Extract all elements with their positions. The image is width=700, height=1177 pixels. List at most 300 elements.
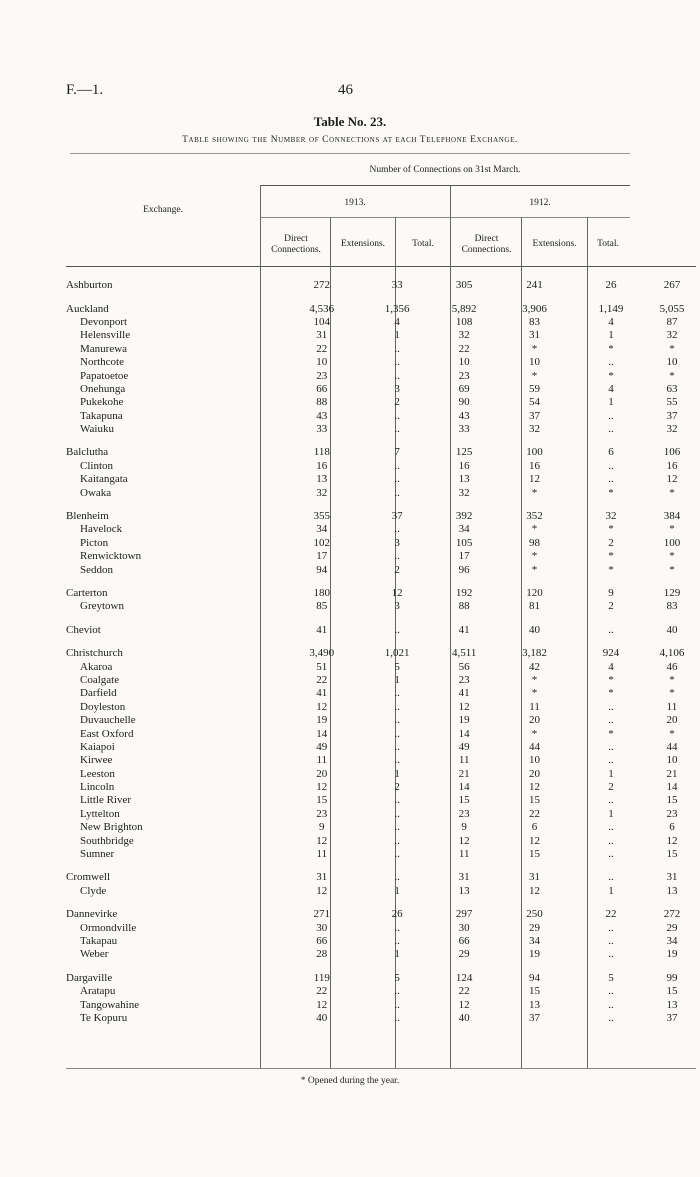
total-1912-cell: 10 (666, 356, 678, 369)
header-total-1913: Total. (412, 239, 434, 249)
direct-1913-cell: 12 (316, 884, 328, 897)
table-row (66, 446, 696, 459)
extensions-1912-cell: 4 (608, 382, 614, 395)
exchange-name: Southbridge (80, 834, 134, 847)
direct-1913-cell: 104 (313, 315, 331, 328)
exchange-name-cell (66, 563, 283, 576)
total-1913-cell: 11 (458, 848, 470, 861)
exchange-name: Little River (80, 794, 132, 807)
direct-1913-cell: 12 (316, 781, 328, 794)
exchange-name-cell (66, 369, 283, 382)
exchange-name: Coalgate (80, 673, 120, 686)
exchange-name: New Brighton (80, 821, 143, 834)
total-1913-cell: 23 (458, 807, 470, 820)
extensions-1912-cell: 924 (602, 647, 620, 660)
total-1913-cell: 305 (455, 279, 473, 292)
table-row (66, 921, 696, 934)
header-connections-group: Number of Connections on 31st March. (369, 165, 521, 175)
exchange-name: Helensville (80, 329, 131, 342)
extensions-1913-cell: 2 (394, 781, 400, 794)
total-1913-cell: 392 (455, 510, 473, 523)
direct-1913-cell: 41 (316, 687, 328, 700)
total-1913-cell: 31 (458, 871, 470, 884)
direct-1912-cell: 94 (529, 971, 541, 984)
extensions-1912-cell: 1 (608, 767, 614, 780)
extensions-1912-cell: 9 (608, 587, 614, 599)
table-row (66, 523, 696, 536)
direct-1913-cell: 271 (313, 908, 331, 921)
table-row (66, 383, 696, 396)
rule-column-header (66, 266, 696, 267)
rule-group-header (260, 185, 630, 186)
extensions-1912-cell: .. (608, 934, 614, 947)
exchange-name-cell (66, 848, 283, 861)
total-1912-cell: 100 (663, 536, 681, 549)
extensions-1913-cell: 2 (394, 563, 400, 576)
extensions-1912-cell: .. (608, 921, 614, 934)
extensions-1913-cell: 5 (394, 971, 400, 984)
spacer-row (66, 861, 696, 871)
extensions-1913-cell: 3 (394, 600, 400, 613)
exchange-name-cell (66, 768, 283, 781)
exchange-name: Sumner (80, 848, 115, 861)
extensions-1912-cell: 1 (608, 884, 614, 897)
extensions-1912-cell: .. (608, 848, 614, 861)
direct-1912-cell: 10 (529, 356, 541, 369)
total-1913-cell: 49 (458, 740, 470, 753)
exchange-name: Kaiapoi (80, 740, 115, 753)
direct-1912-cell: 120 (526, 587, 543, 599)
total-1912-cell: 32 (666, 423, 678, 436)
exchange-name-cell (66, 754, 283, 767)
exchange-name-cell (66, 727, 283, 740)
extensions-1913-cell: .. (394, 473, 400, 486)
table-row (66, 647, 696, 660)
exchange-name: Manurewa (80, 342, 128, 355)
direct-1913-cell: 17 (316, 550, 328, 563)
total-1912-cell: 5,055 (659, 302, 685, 315)
total-1912-cell: 10 (666, 754, 678, 767)
direct-1913-cell: 102 (313, 536, 331, 549)
exchange-name-cell (66, 383, 283, 396)
spacer-row (66, 292, 696, 302)
exchange-name-cell (66, 329, 283, 342)
exchange-name-cell (66, 794, 283, 807)
direct-1912-cell: 15 (529, 985, 541, 998)
table-body (66, 279, 696, 1025)
direct-1913-cell: 88 (316, 396, 328, 409)
extensions-1912-cell: 1,149 (598, 302, 624, 315)
extensions-1913-cell: 1 (394, 948, 400, 961)
extensions-1913-cell: .. (394, 423, 400, 436)
header-direct-1913: Direct Connections. (271, 234, 321, 255)
extensions-1912-cell: * (608, 486, 614, 499)
total-1913-cell: 23 (458, 369, 470, 382)
direct-1913-cell: 31 (316, 329, 328, 342)
direct-1912-cell: 15 (529, 794, 541, 807)
total-1912-cell: 20 (666, 714, 678, 727)
direct-1913-cell: 31 (316, 871, 328, 884)
extensions-1913-cell: 12 (391, 587, 403, 599)
table-row (66, 410, 696, 423)
exchange-name-cell (66, 821, 283, 834)
header-year-1913: 1913. (344, 198, 366, 208)
exchange-name: Greytown (80, 600, 124, 613)
direct-1912-cell: 20 (529, 767, 541, 780)
direct-1912-cell: 98 (529, 536, 541, 549)
direct-1913-cell: 23 (316, 807, 328, 820)
extensions-1913-cell: .. (394, 523, 400, 536)
exchange-name: Leeston (80, 767, 115, 780)
exchange-name: Doyleston (80, 700, 126, 713)
exchange-name-cell (66, 885, 283, 898)
direct-1912-cell: 13 (529, 998, 541, 1011)
table-row (66, 885, 696, 898)
direct-1912-cell: 59 (529, 382, 541, 395)
table-row (66, 329, 696, 342)
total-1913-cell: 105 (455, 536, 473, 549)
extensions-1913-cell: .. (394, 687, 400, 700)
table-row (66, 460, 696, 473)
exchange-name-cell (66, 410, 283, 423)
direct-1912-cell: 10 (529, 754, 541, 767)
exchange-name: Lincoln (80, 781, 115, 794)
exchange-name: Balclutha (66, 446, 109, 459)
direct-1913-cell: 32 (316, 486, 328, 499)
extensions-1912-cell: 22 (605, 908, 617, 921)
exchange-name-cell (66, 972, 283, 985)
total-1913-cell: 4,511 (452, 647, 477, 660)
total-1913-cell: 19 (458, 714, 470, 727)
extensions-1912-cell: .. (608, 356, 614, 369)
direct-1913-cell: 22 (316, 673, 328, 686)
total-1912-cell: 6 (669, 821, 675, 834)
table-row (66, 848, 696, 861)
total-1913-cell: 13 (458, 473, 470, 486)
extensions-1912-cell: 1 (608, 807, 614, 820)
direct-1913-cell: 11 (316, 754, 328, 767)
table-row (66, 754, 696, 767)
header-total-1912: Total. (597, 239, 619, 249)
table-row (66, 396, 696, 409)
direct-1912-cell: 241 (526, 279, 543, 292)
total-1912-cell: 46 (666, 660, 678, 673)
extensions-1913-cell: 2 (394, 396, 400, 409)
total-1913-cell: 88 (458, 600, 470, 613)
extensions-1912-cell: * (608, 727, 614, 740)
total-1912-cell: * (669, 550, 675, 563)
extensions-1912-cell: 4 (608, 660, 614, 673)
total-1913-cell: 69 (458, 382, 470, 395)
direct-1912-cell: 22 (529, 807, 541, 820)
total-1912-cell: 44 (666, 740, 678, 753)
direct-1912-cell: 83 (529, 315, 541, 328)
exchange-name-cell (66, 834, 283, 847)
table-row (66, 563, 696, 576)
total-1912-cell: 15 (666, 985, 678, 998)
total-1913-cell: 14 (458, 727, 470, 740)
extensions-1912-cell: 2 (608, 781, 614, 794)
exchange-name: Cheviot (66, 623, 101, 636)
table-row (66, 423, 696, 436)
header-year-1912: 1912. (529, 198, 551, 208)
exchange-name: Aratapu (80, 985, 116, 998)
total-1912-cell: 37 (666, 409, 678, 422)
total-1913-cell: 43 (458, 409, 470, 422)
exchange-name-cell (66, 587, 283, 600)
extensions-1912-cell: .. (608, 985, 614, 998)
direct-1912-cell: 42 (529, 660, 541, 673)
exchange-name-cell (66, 316, 283, 329)
total-1913-cell: 16 (458, 459, 470, 472)
direct-1912-cell: 34 (529, 934, 541, 947)
table-row (66, 871, 696, 884)
direct-1912-cell: * (531, 486, 538, 499)
extensions-1912-cell: 6 (608, 446, 614, 459)
extensions-1913-cell: .. (394, 459, 400, 472)
extensions-1913-cell: .. (394, 740, 400, 753)
table-row (66, 356, 696, 369)
exchange-name: Seddon (80, 563, 113, 576)
exchange-name: Devonport (80, 315, 128, 328)
exchange-name-cell (66, 486, 283, 499)
direct-1913-cell: 11 (316, 848, 328, 861)
exchange-name-cell (66, 396, 283, 409)
exchange-name-cell (66, 998, 283, 1011)
exchange-name-cell (66, 343, 283, 356)
total-1912-cell: 15 (666, 794, 678, 807)
exchange-name-cell (66, 871, 283, 884)
total-1913-cell: 21 (458, 767, 470, 780)
total-1912-cell: 272 (663, 908, 681, 921)
extensions-1912-cell: 4 (608, 315, 614, 328)
total-1912-cell: 83 (666, 600, 678, 613)
exchange-name: Carterton (66, 587, 108, 599)
extensions-1913-cell: .. (394, 834, 400, 847)
total-1913-cell: 14 (458, 781, 470, 794)
total-1912-cell: 29 (666, 921, 678, 934)
total-1912-cell: * (669, 342, 675, 355)
total-1912-cell: 37 (666, 1011, 678, 1024)
table-row (66, 908, 696, 921)
footnote: * Opened during the year. (300, 1076, 400, 1086)
extensions-1912-cell: 2 (608, 600, 614, 613)
total-1912-cell: 13 (666, 998, 678, 1011)
extensions-1913-cell: .. (394, 985, 400, 998)
direct-1912-cell: 81 (529, 600, 541, 613)
extensions-1912-cell: 1 (608, 396, 614, 409)
direct-1912-cell: * (531, 342, 538, 355)
extensions-1912-cell: 5 (608, 971, 614, 984)
exchange-name: Blenheim (66, 510, 109, 523)
extensions-1913-cell: .. (394, 727, 400, 740)
spacer-row (66, 898, 696, 908)
exchange-name-cell (66, 660, 283, 673)
exchange-name-cell (66, 279, 283, 292)
total-1913-cell: 125 (455, 446, 473, 459)
exchange-name: Te Kopuru (80, 1011, 128, 1024)
extensions-1913-cell: .. (394, 623, 400, 636)
direct-1913-cell: 3,490 (309, 647, 335, 660)
direct-1913-cell: 43 (316, 409, 328, 422)
spacer-row (66, 637, 696, 647)
extensions-1912-cell: 2 (608, 536, 614, 549)
exchange-name-cell (66, 473, 283, 486)
table-row (66, 714, 696, 727)
extensions-1913-cell: 7 (394, 446, 400, 459)
total-1912-cell: * (669, 523, 675, 536)
total-1912-cell: 11 (666, 700, 678, 713)
extensions-1912-cell: .. (608, 473, 614, 486)
direct-1913-cell: 12 (316, 998, 328, 1011)
direct-1913-cell: 34 (316, 523, 328, 536)
total-1913-cell: 56 (458, 660, 470, 673)
total-1913-cell: 23 (458, 673, 470, 686)
extensions-1913-cell: .. (394, 921, 400, 934)
table-row (66, 550, 696, 563)
direct-1912-cell: 54 (529, 396, 541, 409)
page-number: 46 (338, 82, 353, 98)
direct-1912-cell: 15 (529, 848, 541, 861)
direct-1912-cell: * (531, 673, 538, 686)
direct-1913-cell: 66 (316, 382, 328, 395)
extensions-1912-cell: .. (608, 821, 614, 834)
spacer-row (66, 436, 696, 446)
table-row (66, 302, 696, 315)
table-row (66, 537, 696, 550)
exchange-name: East Oxford (80, 727, 134, 740)
exchange-name: Havelock (80, 523, 123, 536)
extensions-1912-cell: .. (608, 740, 614, 753)
extensions-1912-cell: .. (608, 998, 614, 1011)
extensions-1912-cell: 26 (605, 279, 617, 292)
total-1912-cell: 32 (666, 329, 678, 342)
direct-1912-cell: 31 (529, 329, 541, 342)
exchange-name: Ashburton (66, 279, 113, 292)
exchange-name-cell (66, 523, 283, 536)
extensions-1912-cell: * (608, 369, 614, 382)
exchange-name-cell (66, 701, 283, 714)
table-row (66, 701, 696, 714)
total-1913-cell: 15 (458, 794, 470, 807)
extensions-1912-cell: .. (608, 623, 614, 636)
total-1912-cell: * (669, 673, 675, 686)
exchange-name: Clyde (80, 884, 107, 897)
exchange-name-cell (66, 356, 283, 369)
direct-1913-cell: 22 (316, 985, 328, 998)
total-1913-cell: 29 (458, 948, 470, 961)
table-row (66, 369, 696, 382)
total-1913-cell: 17 (458, 550, 470, 563)
total-1912-cell: 106 (663, 446, 681, 459)
direct-1913-cell: 4,536 (309, 302, 335, 315)
table-row (66, 781, 696, 794)
header-extensions-1912: Extensions. (532, 239, 577, 249)
extensions-1913-cell: 3 (394, 382, 400, 395)
exchange-name: Tangowahine (80, 998, 140, 1011)
exchange-name-cell (66, 714, 283, 727)
extensions-1912-cell: .. (608, 871, 614, 884)
total-1912-cell: * (669, 727, 675, 740)
direct-1912-cell: 19 (529, 948, 541, 961)
direct-1912-cell: * (531, 727, 538, 740)
table-row (66, 768, 696, 781)
direct-1913-cell: 180 (313, 587, 331, 599)
direct-1913-cell: 20 (316, 767, 328, 780)
table-row (66, 834, 696, 847)
extensions-1913-cell: .. (394, 934, 400, 947)
total-1912-cell: 13 (666, 884, 678, 897)
direct-1913-cell: 12 (316, 834, 328, 847)
direct-1913-cell: 19 (316, 714, 328, 727)
exchange-name: Waiuku (80, 423, 114, 436)
exchange-name: Kirwee (80, 754, 113, 767)
extensions-1913-cell: .. (394, 848, 400, 861)
exchange-name: Weber (80, 948, 109, 961)
direct-1912-cell: * (531, 563, 538, 576)
total-1913-cell: 40 (458, 1011, 470, 1024)
connections-table (66, 279, 696, 1025)
total-1912-cell: 384 (663, 510, 681, 523)
extensions-1912-cell: .. (608, 1011, 614, 1024)
extensions-1913-cell: .. (394, 700, 400, 713)
exchange-name: Cromwell (66, 871, 110, 884)
extensions-1912-cell: .. (608, 700, 614, 713)
table-row (66, 624, 696, 637)
direct-1913-cell: 49 (316, 740, 328, 753)
exchange-name-cell (66, 1012, 283, 1025)
extensions-1913-cell: .. (394, 342, 400, 355)
extensions-1912-cell: .. (608, 834, 614, 847)
table-row (66, 279, 696, 292)
direct-1913-cell: 94 (316, 563, 328, 576)
table-row (66, 741, 696, 754)
extensions-1913-cell: .. (394, 486, 400, 499)
extensions-1913-cell: .. (394, 1011, 400, 1024)
total-1913-cell: 108 (455, 315, 473, 328)
total-1912-cell: 21 (666, 767, 678, 780)
direct-1913-cell: 12 (316, 700, 328, 713)
direct-1913-cell: 10 (316, 356, 328, 369)
total-1913-cell: 90 (458, 396, 470, 409)
extensions-1912-cell: .. (608, 423, 614, 436)
direct-1912-cell: 3,182 (522, 647, 547, 660)
exchange-name-cell (66, 600, 283, 613)
extensions-1912-cell: .. (608, 409, 614, 422)
exchange-name: Kaitangata (80, 473, 128, 486)
direct-1912-cell: 352 (526, 510, 543, 523)
total-1912-cell: 16 (666, 459, 678, 472)
direct-1912-cell: 100 (526, 446, 543, 459)
table-title: Table No. 23. (313, 114, 387, 129)
total-1913-cell: 192 (455, 587, 473, 599)
extensions-1913-cell: 1 (394, 673, 400, 686)
rule-under-subtitle (70, 153, 630, 154)
spacer-row (66, 500, 696, 510)
direct-1912-cell: 12 (529, 834, 541, 847)
total-1913-cell: 33 (458, 423, 470, 436)
total-1913-cell: 32 (458, 486, 470, 499)
table-row (66, 316, 696, 329)
table-row (66, 600, 696, 613)
direct-1912-cell: 6 (531, 821, 538, 834)
total-1912-cell: 19 (666, 948, 678, 961)
direct-1913-cell: 16 (316, 459, 328, 472)
table-row (66, 1012, 696, 1025)
direct-1913-cell: 9 (319, 821, 325, 834)
spacer-row (66, 577, 696, 587)
direct-1912-cell: 12 (529, 884, 541, 897)
